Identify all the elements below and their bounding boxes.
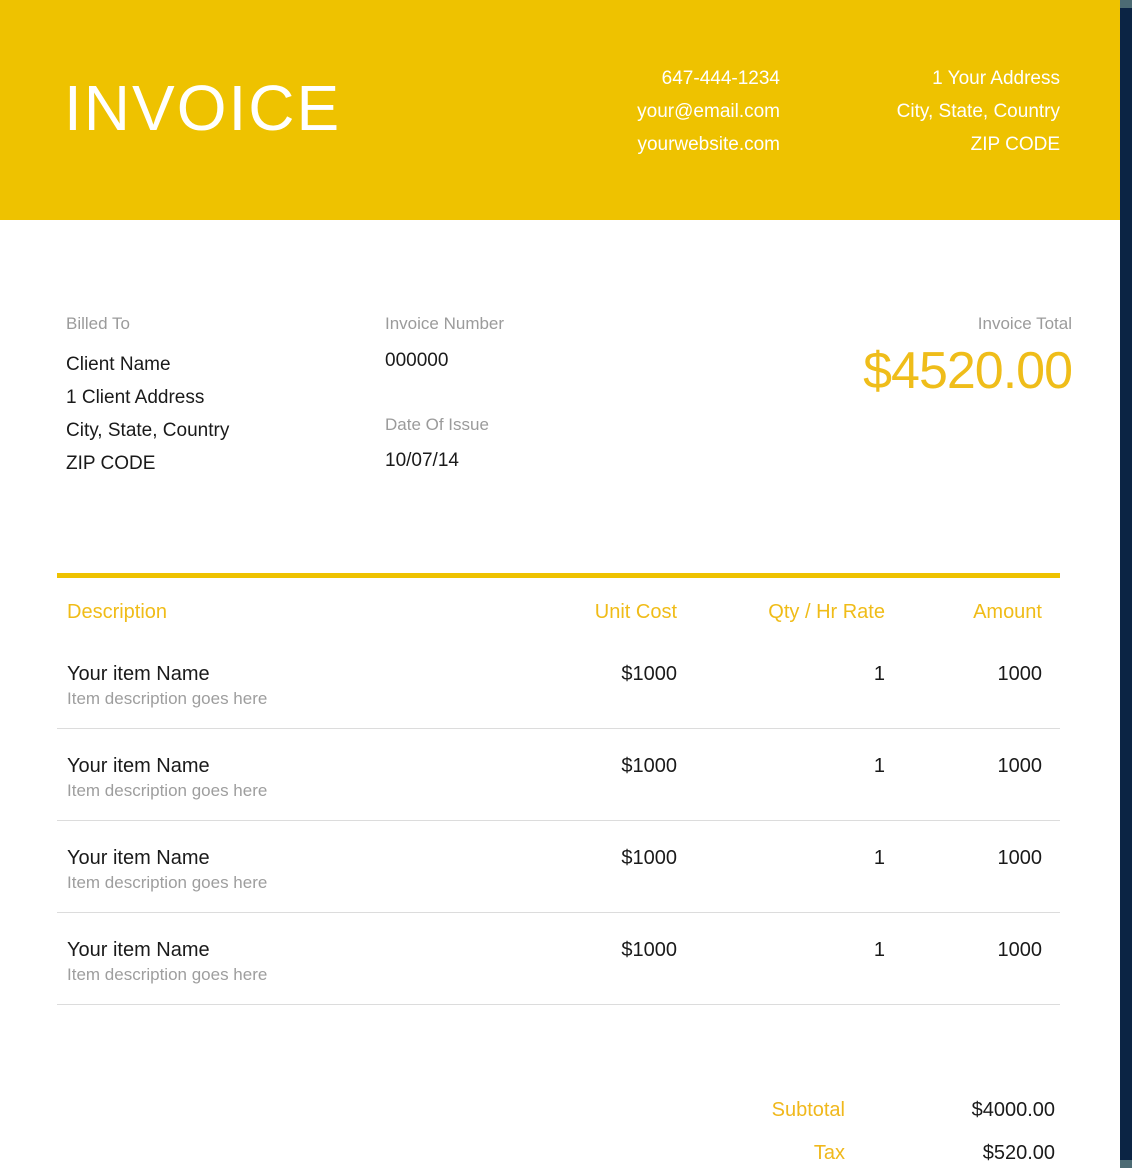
table-row [57,637,1060,729]
tax-row [772,1142,1055,1164]
client-zip-line: ZIP CODE [66,453,156,474]
item-description: Item description goes here [67,965,268,984]
item-unit-cost: $1000 [621,755,677,777]
date-of-issue-value: 10/07/14 [385,450,459,471]
business-email: your@email.com [637,101,780,122]
header-amount: Amount [973,601,1042,623]
business-address-line1: 1 Your Address [932,68,1060,89]
item-name: Your item Name [67,847,210,869]
invoice-number-value: 000000 [385,350,449,371]
item-unit-cost: $1000 [621,939,677,961]
table-row [57,729,1060,821]
subtotal-value: $4000.00 [971,1099,1055,1121]
table-header-row [57,578,1060,637]
table-row [57,913,1060,1005]
item-qty: 1 [873,755,885,777]
item-amount: 1000 [997,663,1042,685]
item-qty: 1 [873,847,885,869]
client-address-block [66,348,229,480]
line-items-table [57,573,1060,1005]
subtotal-row [772,1099,1055,1121]
item-description: Item description goes here [67,873,268,892]
business-address-line3: ZIP CODE [970,134,1060,155]
tax-value: $520.00 [982,1142,1055,1164]
business-address-block [897,62,1060,161]
background-strip [1120,0,1132,1168]
business-contact-block [637,62,780,161]
item-unit-cost: $1000 [621,847,677,869]
tax-label: Tax [813,1142,845,1164]
summary-section [772,1099,1055,1168]
business-address-line2: City, State, Country [896,101,1060,122]
header-qty-rate: Qty / Hr Rate [768,601,885,623]
header-unit-cost: Unit Cost [594,601,677,623]
client-city-line: City, State, Country [66,420,230,441]
item-qty: 1 [873,663,885,685]
invoice-number-label: Invoice Number [385,314,505,333]
table-row [57,821,1060,913]
client-name: Client Name [66,354,171,375]
billed-to-label: Billed To [66,314,130,333]
item-amount: 1000 [997,755,1042,777]
client-address-line: 1 Client Address [66,387,205,408]
strip-top-cap [1120,0,1132,8]
item-name: Your item Name [67,939,210,961]
invoice-total-amount: $4520.00 [863,342,1072,400]
item-amount: 1000 [997,939,1042,961]
strip-bottom-cap [1120,1160,1132,1168]
business-website: yourwebsite.com [637,134,780,155]
item-qty: 1 [873,939,885,961]
subtotal-label: Subtotal [771,1099,845,1121]
item-description: Item description goes here [67,781,268,800]
item-name: Your item Name [67,663,210,685]
item-amount: 1000 [997,847,1042,869]
item-unit-cost: $1000 [621,663,677,685]
item-description: Item description goes here [67,689,268,708]
business-phone: 647-444-1234 [661,68,780,89]
date-of-issue-label: Date Of Issue [385,415,489,434]
header-description: Description [67,601,168,623]
invoice-title: INVOICE [64,72,342,144]
invoice-header [0,0,1120,220]
item-name: Your item Name [67,755,210,777]
invoice-total-label: Invoice Total [977,314,1072,333]
